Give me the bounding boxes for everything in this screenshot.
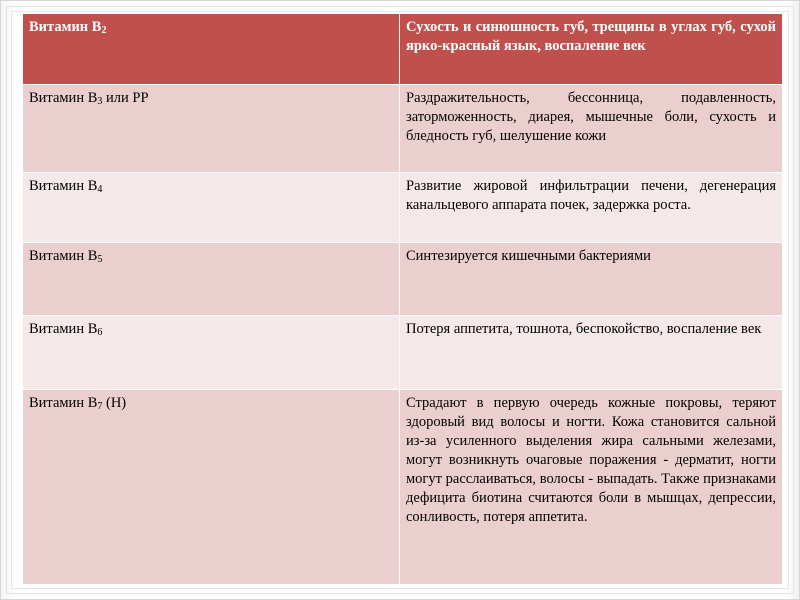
vitamin-name: Витамин В xyxy=(29,395,98,411)
vitamin-name-cell xyxy=(23,85,400,173)
vitamin-name-cell xyxy=(23,243,400,316)
vitamin-subscript: 2 xyxy=(101,25,107,36)
table-row xyxy=(23,14,783,85)
vitamin-name: Витамин В xyxy=(29,178,98,194)
vitamin-name: Витамин В xyxy=(29,90,98,106)
vitamin-name: Витамин В xyxy=(29,321,98,337)
vitamin-name: Витамин В xyxy=(29,19,102,35)
vitamin-name-cell xyxy=(23,173,400,243)
symptoms-cell: Раздражительность, бессонница, подавленность, заторможенность, диарея, мышечные боли, сухость и бледность губ, шелушение кожи xyxy=(400,85,783,173)
symptoms-cell: Синтезируется кишечными бактериями xyxy=(400,243,783,316)
vitamin-name: Витамин В xyxy=(29,248,98,264)
vitamin-subscript: 6 xyxy=(97,327,103,338)
table-row xyxy=(23,85,783,173)
symptoms-cell: Сухость и синюшность губ, трещины в углах губ, сухой ярко-красный язык, воспаление век xyxy=(400,14,783,85)
vitamin-deficiency-table xyxy=(22,13,783,585)
vitamin-name-cell xyxy=(23,390,400,585)
symptoms-cell: Потеря аппетита, тошнота, беспокойство, воспаление век xyxy=(400,316,783,390)
vitamin-name-cell xyxy=(23,14,400,85)
symptoms-cell: Развитие жировой инфильтрации печени, дегенерация канальцевого аппарата почек, задержка роста. xyxy=(400,173,783,243)
vitamin-subscript: 5 xyxy=(97,254,103,265)
table-row xyxy=(23,173,783,243)
vitamin-subscript: 7 xyxy=(97,401,103,412)
vitamin-name-suffix: (Н) xyxy=(102,395,127,411)
table-row xyxy=(23,390,783,585)
vitamin-subscript: 4 xyxy=(97,184,103,195)
symptoms-cell: Страдают в первую очередь кожные покровы, теряют здоровый вид волосы и ногти. Кожа становится сальной из-за усиленного выделения жира сальными железами, могут возникнуть очаговые поражения - дерматит, ногти могут расслаиваться, волосы - выпадать. Также признаками дефицита биотина считаются боли в мышцах, депрессии, сонливость, потеря аппетита. xyxy=(400,390,783,585)
vitamin-name-cell xyxy=(23,316,400,390)
vitamin-subscript: 3 xyxy=(97,96,103,107)
table-row xyxy=(23,316,783,390)
table-row xyxy=(23,243,783,316)
vitamin-name-suffix: или РР xyxy=(102,90,149,106)
